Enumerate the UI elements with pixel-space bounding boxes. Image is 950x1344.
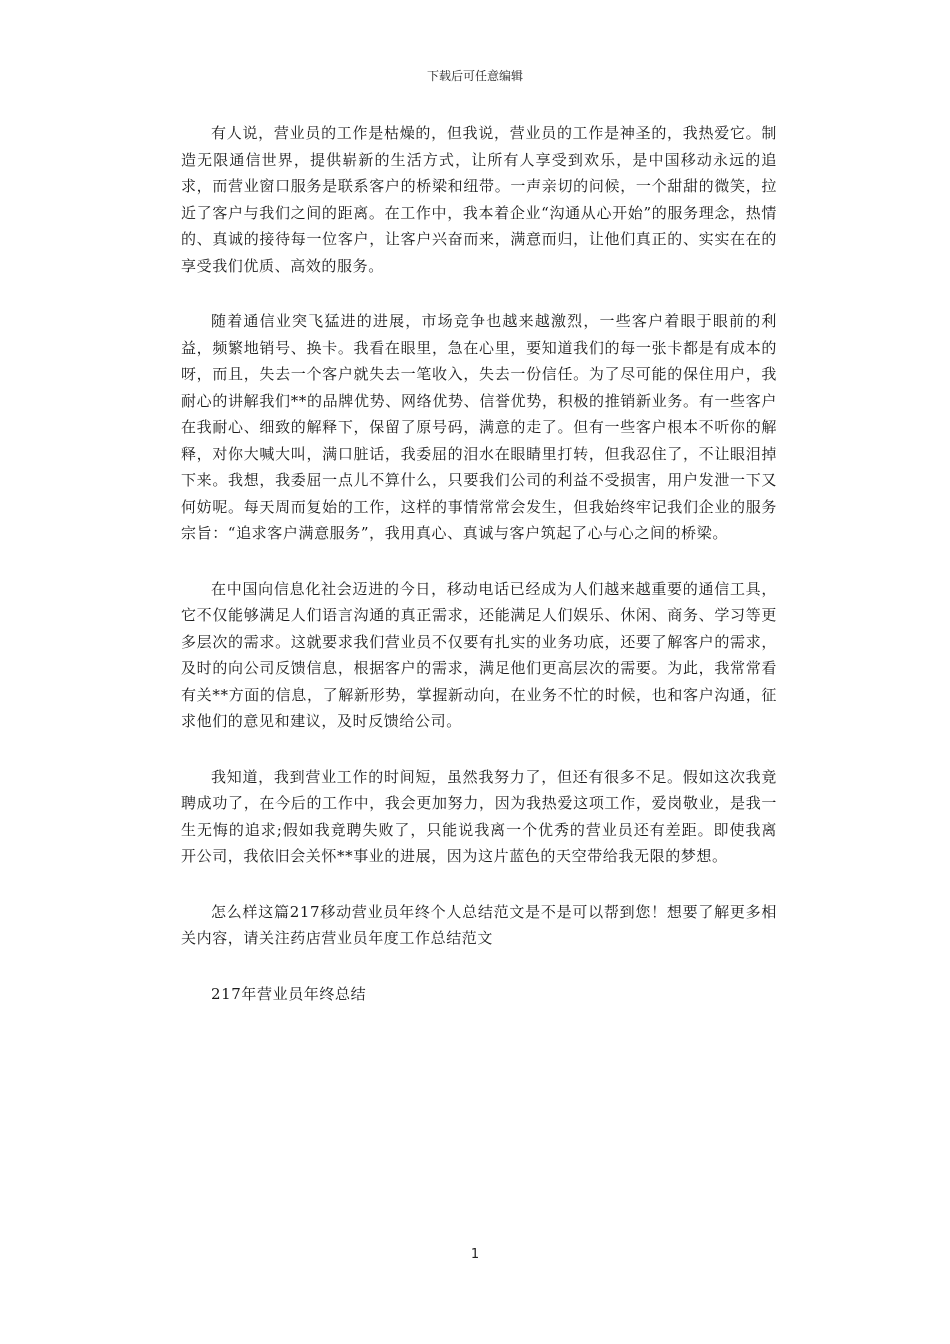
page-number: 1 (470, 1247, 480, 1262)
page-header: 下载后可任意编辑 (426, 69, 523, 83)
paragraph-4: 我知道，我到营业工作的时间短，虽然我努力了，但还有很多不足。假如这次我竟聘成功了，在今后的工作中，我会更加努力，因为我热爱这项工作，爱岗敬业，是我一生无悔的追求;假如我竟聘失败了，只能说我离一个优秀的营业员还有差距。即使我离开公司，我依旧会关怀**事业的进展，因为这片蓝色的天空带给我无限的梦想。 (181, 767, 777, 865)
paragraph-1: 有人说，营业员的工作是枯燥的，但我说，营业员的工作是神圣的，我热爱它。制造无限通信世界，提供崭新的生活方式，让所有人享受到欢乐，是中国移动永远的追求，而营业窗口服务是联系客户的桥梁和纽带。一声亲切的问候，一个甜甜的微笑，拉近了客户与我们之间的距离。在工作中，我本着企业“沟通从心开始”的服务理念，热情的、真诚的接待每一位客户，让客户兴奋而来，满意而归，让他们真正的、实实在在的享受我们优质、高效的服务。 (181, 124, 777, 275)
paragraph-6: 217年营业员年终总结 (211, 984, 367, 1003)
paragraph-2: 随着通信业突飞猛进的进展，市场竞争也越来越激烈，一些客户着眼于眼前的利益，频繁地销号、换卡。我看在眼里，急在心里，要知道我们的每一张卡都是有成本的呀，而且，失去一个客户就失去一笔收入，失去一份信任。为了尽可能的保住用户，我耐心的讲解我们**的品牌优势、网络优势、信誉优势，积极的推销新业务。有一些客户在我耐心、细致的解释下，保留了原号码，满意的走了。但有一些客户根本不听你的解释，对你大喊大叫，满口脏话，我委屈的泪水在眼睛里打转，但我忍住了，不让眼泪掉下来。我想，我委屈一点儿不算什么，只要我们公司的利益不受损害，用户发泄一下又何妨呢。每天周而复始的工作，这样的事情常常会发生，但我始终牢记我们企业的服务宗旨：“追求客户满意服务”，我用真心、真诚与客户筑起了心与心之间的桥梁。 (181, 312, 777, 542)
paragraph-3: 在中国向信息化社会迈进的今日，移动电话已经成为人们越来越重要的通信工具，它不仅能够满足人们语言沟通的真正需求，还能满足人们娱乐、休闲、商务、学习等更多层次的需求。这就要求我们营业员不仅要有扎实的业务功底，还要了解客户的需求，及时的向公司反馈信息，根据客户的需求，满足他们更高层次的需要。为此，我常常看有关**方面的信息，了解新形势，掌握新动向，在业务不忙的时候，也和客户沟通，征求他们的意见和建议，及时反馈给公司。 (181, 579, 777, 730)
document-body (181, 120, 777, 1007)
paragraph-5: 怎么样这篇217移动营业员年终个人总结范文是不是可以帮到您！想要了解更多相关内容，请关注药店营业员年度工作总结范文 (181, 902, 777, 947)
